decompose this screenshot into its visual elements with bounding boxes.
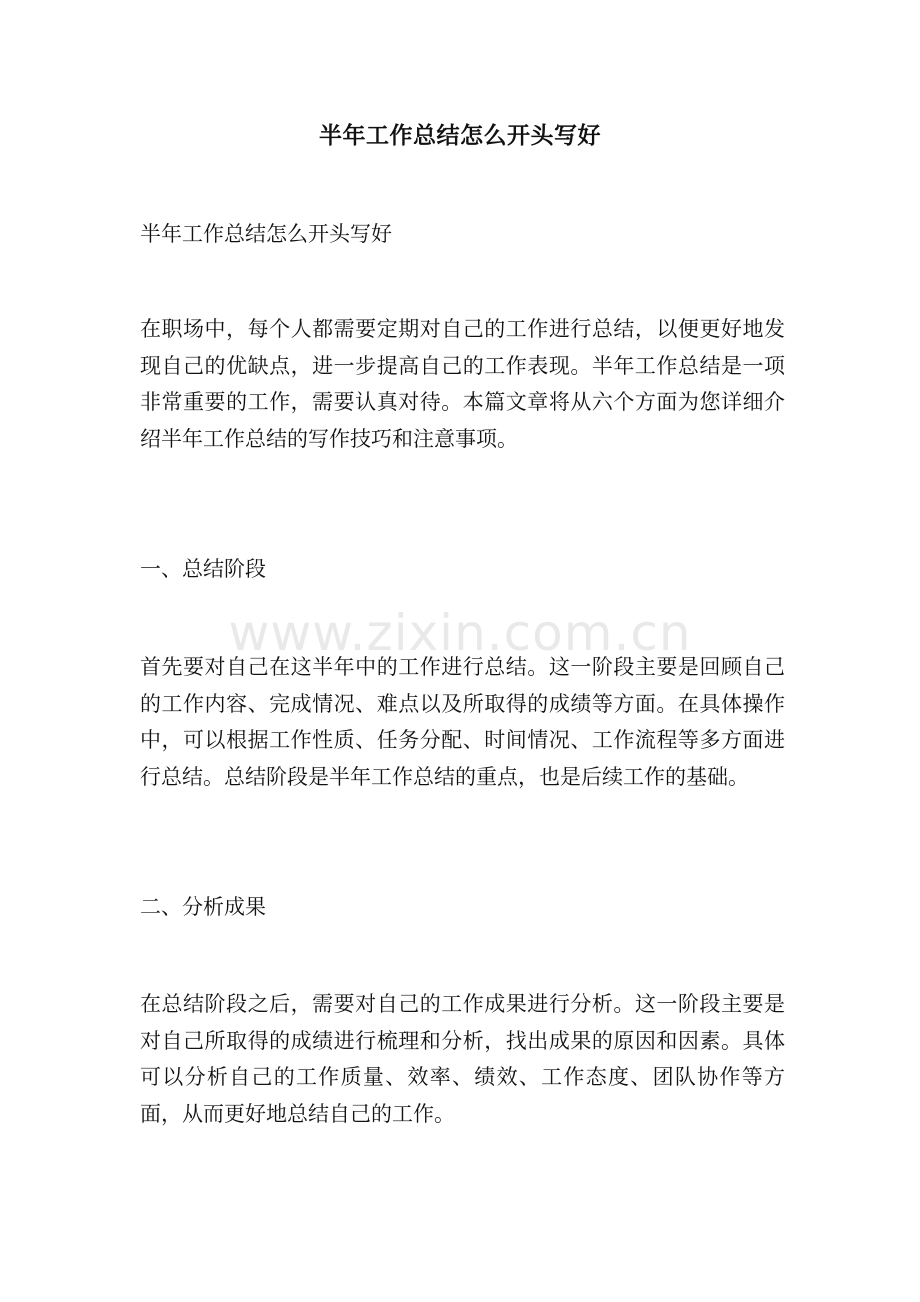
intro-paragraph: 在职场中，每个人都需要定期对自己的工作进行总结，以便更好地发现自己的优缺点，进一步提高自己的工作表现。半年工作总结是一项非常重要的工作，需要认真对待。本篇文章将从六个方面为您详细介绍半年工作总结的写作技巧和注意事项。 (140, 317, 785, 451)
section-body-1: 首先要对自己在这半年中的工作进行总结。这一阶段主要是回顾自己的工作内容、完成情况、难点以及所取得的成绩等方面。在具体操作中，可以根据工作性质、任务分配、时间情况、工作流程等多方面进行总结。总结阶段是半年工作总结的重点，也是后续工作的基础。 (140, 655, 785, 789)
section-heading-1: 一、总结阶段 (140, 557, 266, 581)
watermark: www.zixin.com.cn (228, 604, 692, 662)
document-title: 半年工作总结怎么开头写好 (319, 122, 601, 149)
section-heading-2: 二、分析成果 (140, 895, 266, 919)
section-body-2: 在总结阶段之后，需要对自己的工作成果进行分析。这一阶段主要是对自己所取得的成绩进行梳理和分析，找出成果的原因和因素。具体可以分析自己的工作质量、效率、绩效、工作态度、团队协作等方面，从而更好地总结自己的工作。 (140, 992, 785, 1126)
document-subtitle: 半年工作总结怎么开头写好 (140, 222, 392, 246)
